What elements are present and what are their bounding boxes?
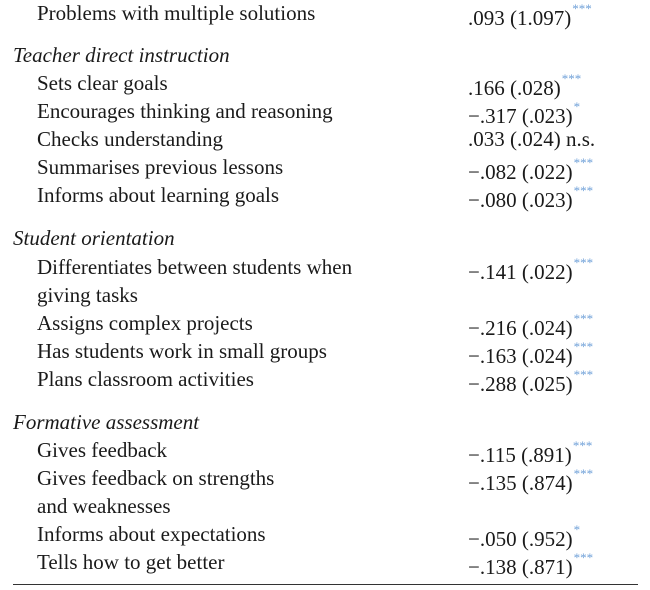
coefficient-value bbox=[468, 338, 593, 369]
coefficient-value bbox=[468, 254, 593, 285]
significance-marker: * bbox=[573, 522, 581, 537]
significance-marker: *** bbox=[573, 466, 594, 481]
section-title: Teacher direct instruction bbox=[13, 43, 230, 67]
coefficient-value bbox=[468, 154, 593, 185]
coefficient-text: −.163 (.024) bbox=[468, 344, 573, 368]
coefficient-text: −.115 (.891) bbox=[468, 443, 572, 467]
coefficient-value bbox=[468, 98, 580, 129]
significance-marker: *** bbox=[572, 438, 593, 453]
significance-marker: *** bbox=[572, 1, 592, 16]
row-label: Differentiates between students when bbox=[37, 255, 353, 279]
significance-marker: * bbox=[573, 99, 581, 114]
row-label: Problems with multiple solutions bbox=[37, 1, 316, 25]
row-label: and weaknesses bbox=[37, 494, 171, 518]
row-label: Gives feedback on strengths bbox=[37, 466, 275, 490]
row-label: Plans classroom activities bbox=[37, 367, 254, 391]
coefficient-value bbox=[468, 465, 593, 496]
row-label: giving tasks bbox=[37, 283, 138, 307]
coefficient-text: −.050 (.952) bbox=[468, 527, 573, 551]
significance-marker: *** bbox=[573, 255, 594, 270]
row-label: Encourages thinking and reasoning bbox=[37, 99, 333, 123]
row-label: Gives feedback bbox=[37, 438, 168, 462]
coefficient-value bbox=[468, 0, 592, 31]
significance-marker: *** bbox=[561, 71, 582, 86]
row-label: Sets clear goals bbox=[37, 71, 168, 95]
coefficient-text: −.288 (.025) bbox=[468, 372, 573, 396]
coefficient-text: .033 (.024) n.s. bbox=[468, 127, 596, 151]
coefficient-text: −.138 (.871) bbox=[468, 555, 573, 579]
coefficient-text: −.141 (.022) bbox=[468, 260, 573, 284]
coefficient-value bbox=[468, 70, 581, 101]
row-label: Tells how to get better bbox=[37, 550, 225, 574]
section-title: Student orientation bbox=[13, 226, 175, 250]
coefficient-value bbox=[468, 521, 580, 552]
significance-marker: *** bbox=[573, 183, 594, 198]
section-title: Formative assessment bbox=[13, 410, 200, 434]
coefficient-text: −.082 (.022) bbox=[468, 160, 573, 184]
coefficient-text: .093 (1.097) bbox=[468, 6, 572, 30]
row-label: Has students work in small groups bbox=[37, 339, 327, 363]
coefficient-text: −.317 (.023) bbox=[468, 104, 573, 128]
row-label: Checks understanding bbox=[37, 127, 224, 151]
coefficient-value bbox=[468, 366, 593, 397]
bottom-rule bbox=[13, 584, 638, 585]
significance-marker: *** bbox=[573, 550, 594, 565]
coefficient-text: .166 (.028) bbox=[468, 76, 561, 100]
significance-marker: *** bbox=[573, 155, 594, 170]
coefficient-text: −.135 (.874) bbox=[468, 471, 573, 495]
coefficient-value bbox=[468, 126, 595, 152]
significance-marker: *** bbox=[573, 367, 594, 382]
row-label: Assigns complex projects bbox=[37, 311, 253, 335]
coefficient-value bbox=[468, 310, 593, 341]
coefficient-value bbox=[468, 549, 593, 580]
significance-marker: *** bbox=[573, 339, 594, 354]
coefficient-text: −.216 (.024) bbox=[468, 316, 573, 340]
row-label: Summarises previous lessons bbox=[37, 155, 284, 179]
significance-marker: *** bbox=[573, 311, 594, 326]
row-label: Informs about expectations bbox=[37, 522, 266, 546]
row-label: Informs about learning goals bbox=[37, 183, 280, 207]
coefficient-text: −.080 (.023) bbox=[468, 188, 573, 212]
coefficient-value bbox=[468, 437, 592, 468]
coefficient-value bbox=[468, 182, 593, 213]
